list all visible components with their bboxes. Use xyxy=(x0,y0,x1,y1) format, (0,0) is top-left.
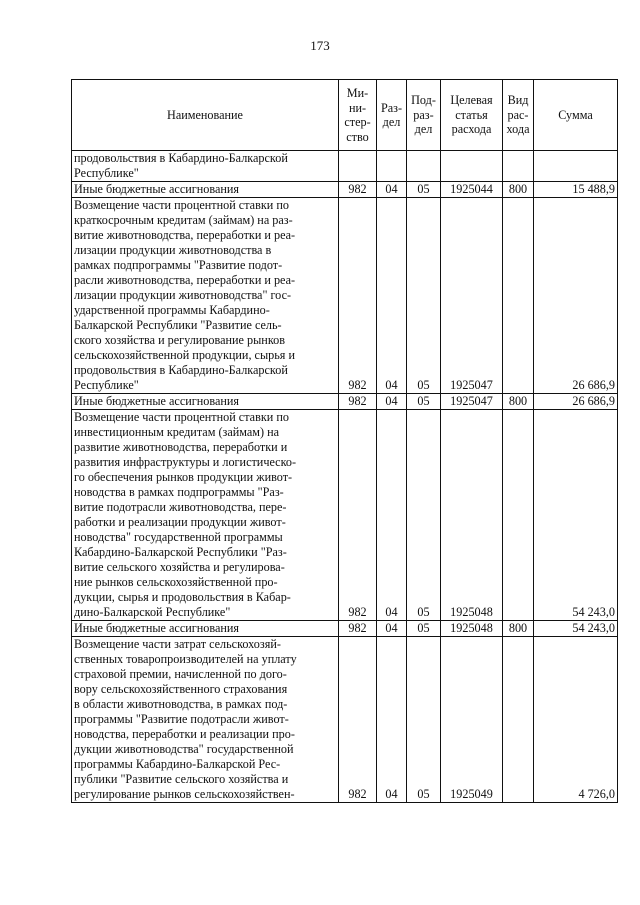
page-number: 173 xyxy=(310,38,330,53)
row-type: 800 xyxy=(503,394,534,410)
row-ministry: 982 xyxy=(339,410,377,621)
header-subsection: Под- раз- дел xyxy=(407,80,441,151)
row-target: 1925047 xyxy=(441,198,503,394)
header-name: Наименование xyxy=(72,80,339,151)
row-name: Возмещение части процентной ставки по инвестиционным кредитам (займам) на развитие животноводства, переработки и развития инфраструктуры и логистическо- го обеспечения рынков продукции живот- новодства в рамках подпрограммы "Раз- витие подотрасли животноводства, пере- работки и реализации продукции живот- новодства" государственной программы Кабардино-Балкарской Республики "Раз- витие сельского хозяйства и регулирова- ние рынков сельскохозяйственной про- дукции, сырья и продовольствия в Кабар- дино-Балкарской Республике" xyxy=(72,410,339,621)
row-name: Возмещение части затрат сельскохозяй- ственных товаропроизводителей на уплату страховой премии, начисленной по дого- вору сельскохозяйственного страхования в области животноводства, в рамках под- программы "Развитие подотрасли живот- новодства, переработки и реализации про- дукции животноводства" государственной программы Кабардино-Балкарской Рес- публики "Развитие сельского хозяйства и регулирование рынков сельскохозяйствен- xyxy=(72,637,339,803)
row-name: Иные бюджетные ассигнования xyxy=(72,621,339,637)
table-row xyxy=(72,621,618,637)
row-type: 800 xyxy=(503,621,534,637)
row-subsection: 05 xyxy=(407,394,441,410)
header-expense-type: Вид рас- хода xyxy=(503,80,534,151)
row-section: 04 xyxy=(377,410,407,621)
row-type xyxy=(503,151,534,182)
row-ministry: 982 xyxy=(339,182,377,198)
row-target: 1925049 xyxy=(441,637,503,803)
row-name: Иные бюджетные ассигнования xyxy=(72,394,339,410)
row-name: Иные бюджетные ассигнования xyxy=(72,182,339,198)
row-subsection: 05 xyxy=(407,637,441,803)
header-ministry: Ми- ни- стер- ство xyxy=(339,80,377,151)
row-target: 1925048 xyxy=(441,621,503,637)
table-row xyxy=(72,151,618,182)
budget-table xyxy=(71,79,618,803)
table-row xyxy=(72,394,618,410)
row-sum: 26 686,9 xyxy=(534,394,618,410)
row-section: 04 xyxy=(377,637,407,803)
row-sum: 54 243,0 xyxy=(534,410,618,621)
row-section: 04 xyxy=(377,394,407,410)
row-ministry: 982 xyxy=(339,198,377,394)
row-ministry: 982 xyxy=(339,637,377,803)
row-type xyxy=(503,410,534,621)
row-ministry xyxy=(339,151,377,182)
row-target: 1925048 xyxy=(441,410,503,621)
header-section: Раз- дел xyxy=(377,80,407,151)
row-type xyxy=(503,637,534,803)
row-ministry: 982 xyxy=(339,394,377,410)
row-sum: 26 686,9 xyxy=(534,198,618,394)
row-ministry: 982 xyxy=(339,621,377,637)
row-subsection: 05 xyxy=(407,198,441,394)
row-target: 1925047 xyxy=(441,394,503,410)
row-sum: 54 243,0 xyxy=(534,621,618,637)
header-row xyxy=(72,80,618,151)
row-type: 800 xyxy=(503,182,534,198)
header-sum: Сумма xyxy=(534,80,618,151)
row-type xyxy=(503,198,534,394)
table-row xyxy=(72,637,618,803)
row-name: Возмещение части процентной ставки по краткосрочным кредитам (займам) на раз- витие животноводства, переработки и реа- лизации продукции животноводства в рамках подпрограммы "Развитие подот- расли животноводства, переработки и реа- лизации продукции животноводства" гос- ударственной программы Кабардино- Балкарской Республики "Развитие сель- ского хозяйства и регулирование рынков сельскохозяйственной продукции, сырья и продовольствия в Кабардино-Балкарской Республике" xyxy=(72,198,339,394)
row-subsection: 05 xyxy=(407,182,441,198)
table-row xyxy=(72,182,618,198)
row-subsection xyxy=(407,151,441,182)
header-target-article: Целевая статья расхода xyxy=(441,80,503,151)
row-section: 04 xyxy=(377,198,407,394)
table-row xyxy=(72,198,618,394)
row-target xyxy=(441,151,503,182)
row-sum: 4 726,0 xyxy=(534,637,618,803)
row-section: 04 xyxy=(377,621,407,637)
row-sum: 15 488,9 xyxy=(534,182,618,198)
row-name: продовольствия в Кабардино-Балкарской Республике" xyxy=(72,151,339,182)
row-target: 1925044 xyxy=(441,182,503,198)
row-section xyxy=(377,151,407,182)
row-subsection: 05 xyxy=(407,410,441,621)
table-row xyxy=(72,410,618,621)
row-subsection: 05 xyxy=(407,621,441,637)
row-sum xyxy=(534,151,618,182)
row-section: 04 xyxy=(377,182,407,198)
